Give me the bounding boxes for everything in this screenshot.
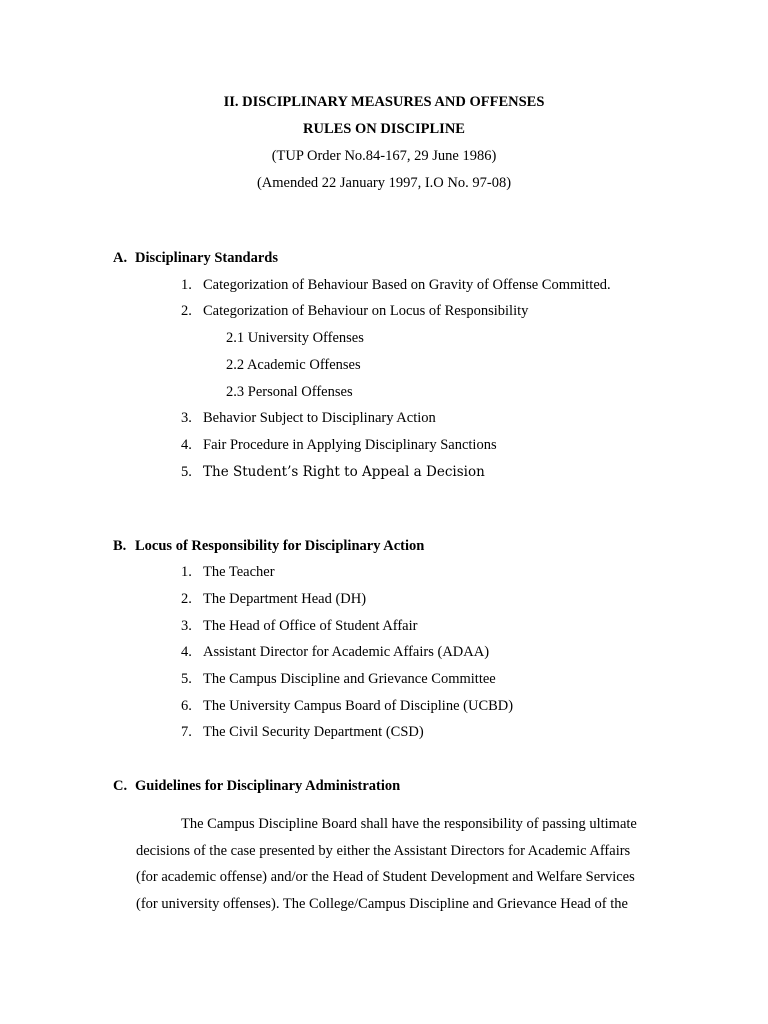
section-a-subitem-2-1: 2.1 University Offenses — [226, 330, 364, 346]
section-c-paragraph-line-2: decisions of the case presented by either the Assistant Directors for Academic Affairs — [136, 843, 631, 859]
section-c-title: Guidelines for Disciplinary Administration — [135, 778, 401, 794]
order-reference: (TUP Order No.84-167, 29 June 1986) — [271, 148, 497, 164]
section-c-heading — [113, 777, 400, 795]
section-a-item-5: 5. The Student’s Right to Appeal a Decision — [181, 464, 485, 480]
section-a-subitem-2-2: 2.2 Academic Offenses — [226, 357, 361, 373]
section-b-item-4: 4. Assistant Director for Academic Affairs (ADAA) — [181, 644, 490, 660]
section-a-heading — [113, 249, 278, 267]
section-b-heading — [113, 537, 424, 555]
section-c-paragraph-line-3: (for academic offense) and/or the Head of Student Development and Welfare Services — [136, 869, 635, 885]
section-c-paragraph-line-1: The Campus Discipline Board shall have the responsibility of passing ultimate — [181, 816, 637, 832]
section-b-item-6: 6. The University Campus Board of Discipline (UCBD) — [181, 698, 514, 714]
section-b-letter: B. — [113, 538, 127, 554]
section-a-item-1: 1. Categorization of Behaviour Based on Gravity of Offense Committed. — [181, 277, 611, 293]
section-b-item-1: 1. The Teacher — [181, 564, 275, 580]
section-b-item-7: 7. The Civil Security Department (CSD) — [181, 724, 424, 740]
section-b-title: Locus of Responsibility for Disciplinary Action — [135, 538, 425, 554]
section-a-item-2: 2. Categorization of Behaviour on Locus of Responsibility — [181, 303, 529, 319]
section-b-item-5: 5. The Campus Discipline and Grievance Committee — [181, 671, 496, 687]
amendment-reference: (Amended 22 January 1997, I.O No. 97-08) — [256, 175, 512, 191]
section-a-item-3: 3. Behavior Subject to Disciplinary Action — [181, 410, 436, 426]
section-a-subitem-2-3: 2.3 Personal Offenses — [226, 384, 353, 400]
section-a-item-4: 4. Fair Procedure in Applying Disciplinary Sanctions — [181, 437, 497, 453]
section-a-letter: A. — [113, 250, 128, 266]
section-b-item-2: 2. The Department Head (DH) — [181, 591, 367, 607]
document-title: II. DISCIPLINARY MEASURES AND OFFENSES — [223, 94, 545, 110]
section-a-title: Disciplinary Standards — [135, 250, 279, 266]
document-subtitle: RULES ON DISCIPLINE — [303, 121, 465, 137]
section-c-paragraph-line-4: (for university offenses). The College/Campus Discipline and Grievance Head of the — [136, 896, 628, 912]
section-b-item-3: 3. The Head of Office of Student Affair — [181, 618, 418, 634]
section-c-letter: C. — [113, 778, 128, 794]
